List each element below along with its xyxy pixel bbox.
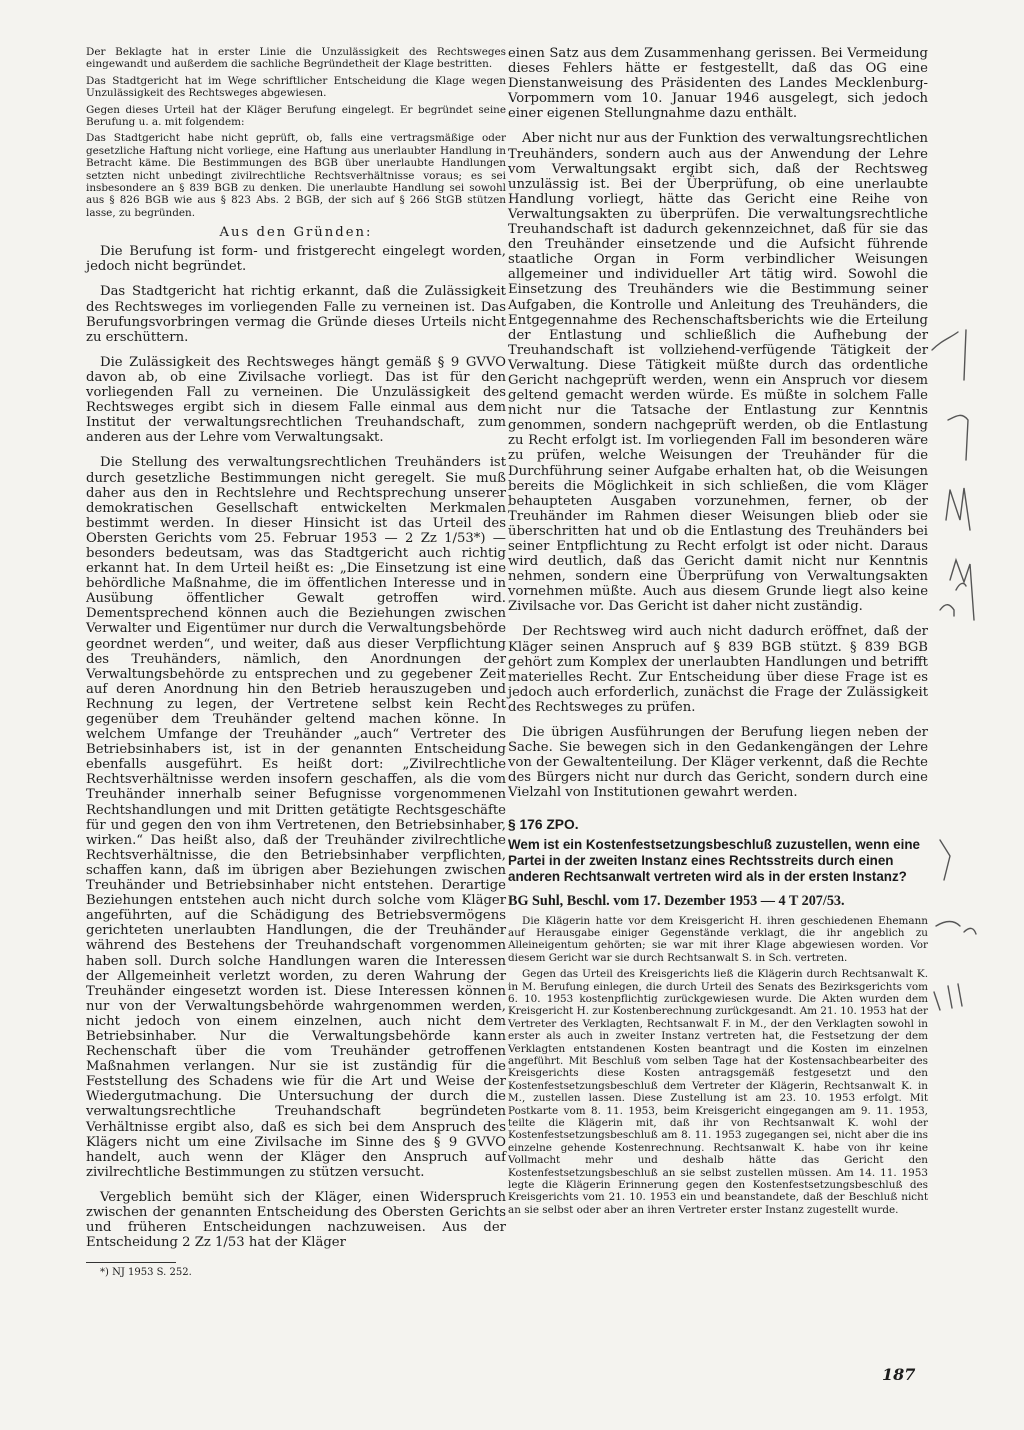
body-paragraph: Der Rechtsweg wird auch nicht dadurch eröffnet, daß der Kläger seinen Anspruch auf § 839 BGB stützt. § 839 BGB gehört zum Komplex der unerlaubten Handlungen und betrifft materielles Recht. Zur Entscheidung über diese Frage ist es jedoch auch erforderlich, zunächst die Frage der Zulässigkeit des Rechtsweges zu prüfen. — [508, 624, 928, 715]
pencil-margin-marks — [920, 320, 1024, 1320]
body-paragraph: Die Berufung ist form- und fristgerecht eingelegt worden, jedoch nicht begründet. — [86, 244, 506, 275]
body-paragraph: einen Satz aus dem Zusammenhang gerissen. Bei Vermeidung dieses Fehlers hätte er festgestellt, daß das OG eine Dienstanweisung des Präsidenten des Landes Mecklenburg-Vorpommern vom 10. Januar 1946 ausgelegt, sich jedoch einer eigenen Stellungnahme dazu enthält. — [508, 46, 928, 122]
pencil-mark — [936, 922, 976, 935]
appeal-quote: Das Stadtgericht habe nicht geprüft, ob, falls eine vertragsmäßige oder gesetzliche Haftung nicht vorliege, eine Haftung aus unerlaubter Handlung in Betracht käme. Die Bestimmungen des BGB über unerlaubte Handlungen setzten nicht unbedingt zivilrechtliche Rechtsverhältnisse voraus; es sei insbesondere an § 839 BGB zu denken. Die unerlaubte Handlung sei sowohl aus § 826 BGB wie aus § 823 Abs. 2 BGB, der sich auf § 266 StGB stützen lasse, zu begründen. — [86, 132, 506, 219]
pencil-mark — [946, 488, 970, 530]
court-citation: BG Suhl, Beschl. vom 17. Dezember 1953 — 4 T 207/53. — [508, 892, 845, 909]
intro-paragraph: Das Stadtgericht hat im Wege schriftlicher Entscheidung die Klage wegen Unzulässigkeit des Rechtsweges abgewiesen. — [86, 74, 506, 100]
case-fact-paragraph: Gegen das Urteil des Kreisgerichts ließ die Klägerin durch Rechtsanwalt K. in M. Berufung einlegen, die durch Urteil des Senats des Bezirksgerichts vom 6. 10. 1953 kostenpflichtig zurückgewiesen wurde. Die Akten wurden dem Kreisgericht H. zur Kostenberechnung zurückgesandt. Am 21. 10. 1953 hat der Vertreter des Verklagten, Rechtsanwalt F. in M., der den Verklagten sowohl in erster als auch in zweiter Instanz vertreten hat, die Festsetzung der dem Verklagten entstandenen Kosten beantragt und die Kosten im einzelnen angeführt. Mit Beschluß vom selben Tage hat der Kostensachbearbeiter des Kreisgerichts diese Kosten antragsgemäß festgesetzt und den Kostenfestsetzungsbeschluß dem Vertreter der Klägerin, Rechtsanwalt K. in M., zustellen lassen. Diese Zustellung ist am 23. 10. 1953 erfolgt. Mit Postkarte vom 8. 11. 1953, beim Kreisgericht eingegangen am 9. 11. 1953, teilte die Klägerin mit, daß ihr von Rechtsanwalt K. wohl der Kostenfestsetzungsbeschluß am 8. 11. 1953 zugegangen sei, nicht aber die ins einzelne gehende Kostenrechnung. Rechtsanwalt K. habe von ihr keine Vollmacht mehr und deshalb hätte das Gericht den Kostenfestsetzungsbeschluß an sie selbst zustellen müssen. Am 14. 11. 1953 legte die Klägerin Erinnerung gegen den Kostenfestsetzungsbeschluß des Kreisgerichts vom 21. 10. 1953 ein und beanstandete, daß der Beschluß nicht an sie selbst oder aber an ihren Vertreter erster Instanz zugestellt wurde. — [508, 968, 928, 1216]
intro-paragraph: Der Beklagte hat in erster Linie die Unzulässigkeit des Rechtsweges eingewandt und außerdem die sachliche Begründetheit der Klage bestritten. — [86, 46, 506, 71]
footnote: *) NJ 1953 S. 252. — [100, 1267, 192, 1279]
pencil-mark — [956, 583, 966, 590]
body-paragraph: Die Stellung des verwaltungsrechtlichen Treuhänders ist durch gesetzliche Bestimmungen nicht geregelt. Sie muß daher aus den in Rechtslehre und Rechtsprechung unserer demokratischen Gesellschaft entwickelten Merkmalen bestimmt werden. In dieser Hinsicht ist das Urteil des Obersten Gerichts vom 25. Februar 1953 — 2 Zz 1/53*) — besonders bedeutsam, was das Stadtgericht auch richtig erkannt hat. In dem Urteil heißt es: „Die Einsetzung ist eine behördliche Maßnahme, die im öffentlichen Interesse und in Ausübung öffentlicher Gewalt getroffen wird. Dementsprechend können auch die Beziehungen zwischen Verwalter und Eigentümer nur durch die Verwaltungsbehörde geordnet werden“, und weiter, daß aus dieser Verpflichtung des Treuhänders, nämlich, den Anordnungen der Verwaltungsbehörde zu entsprechen und zu gegebener Zeit auf deren Anordnung hin den Betrieb herauszugeben und Rechnung zu legen, der Vertretene selbst kein Recht gegenüber dem Treuhänder geltend machen könne. In welchem Umfange der Treuhänder „auch“ Vertreter des Betriebsinhabers ist, ist in der genannten Entscheidung ebenfalls ausgeführt. Es heißt dort: „Zivilrechtliche Rechtsverhältnisse werden insofern geschaffen, als die vom Treuhänder innerhalb seiner Befugnisse vorgenommenen Rechtshandlungen und mit Dritten getätigte Rechtsgeschäfte für und gegen den von ihm Vertretenen, den Betriebsinhaber, wirken.“ Das heißt also, daß der Treuhänder zivilrechtliche Rechtsverhältnisse, die den Betriebsinhaber verpflichten, schaffen kann, daß im übrigen aber Beziehungen zwischen Treuhänder und Betriebsinhaber nicht entstehen. Derartige Beziehungen entstehen auch nicht durch solche vom Kläger angeführten, auf die Schädigung des Betriebsvermögens gerichteten unerlaubten Handlungen, die der Treuhänder während des Bestehens der Treuhandschaft vorgenommen haben soll. Durch solche Handlungen waren die Interessen der Allgemeinheit verletzt worden, zu deren Wahrung der Treuhänder eingesetzt worden ist. Diese Interessen können nur von der Verwaltungsbehörde wahrgenommen werden, nicht jedoch von einem einzelnen, auch nicht dem Betriebsinhaber. Nur die Verwaltungsbehörde kann Rechenschaft über die vom Treuhänder getroffenen Maßnahmen verlangen. Nur sie ist zuständig für die Feststellung des Schadens wie für die Art und Weise der Wiedergutmachung. Die Untersuchung der durch die verwaltungsrechtliche Treuhandschaft begründeten Verhältnisse ergibt also, daß es sich bei dem Anspruch des Klägers nicht um eine Zivilsache im Sinne des § 9 GVVO handelt, auch wenn der Kläger den Anspruch auf zivilrechtliche Bestimmungen zu stützen versucht. — [86, 455, 506, 1180]
section-reference: § 176 ZPO. — [508, 816, 579, 832]
reasons-heading: Aus den Gründen: — [219, 225, 373, 241]
body-paragraph: Die übrigen Ausführungen der Berufung liegen neben der Sache. Sie bewegen sich in den Gedankengängen der Lehre von der Gewaltenteilung. Der Kläger verkennt, daß die Rechte des Bürgers nicht nur durch das Gericht, sondern durch eine Vielzahl von Institutionen gewahrt werden. — [508, 725, 928, 801]
footnote-divider — [86, 1262, 176, 1263]
legal-question: Wem ist ein Kostenfestsetzungsbeschluß zuzustellen, wenn eine Partei in der zweiten Instanz eines Rechtsstreits durch einen anderen Rechtsanwalt vertreten wird als in der ersten Instanz? — [508, 836, 920, 884]
pencil-mark — [940, 605, 954, 616]
case-fact-paragraph: Die Klägerin hatte vor dem Kreisgericht H. ihren geschiedenen Ehemann auf Herausgabe einiger Gegenstände verklagt, die ihr angeblich zu Alleineigentum gehörten; sie war mit ihrer Klage abgewiesen worden. Vor diesem Gericht war sie durch Rechtsanwalt S. in Sch. vertreten. — [508, 914, 928, 964]
pencil-mark — [932, 330, 966, 380]
pencil-mark — [934, 984, 962, 1010]
right-column — [508, 46, 928, 1220]
page-number: 187 — [882, 1365, 916, 1384]
pencil-mark — [948, 415, 968, 460]
body-paragraph: Die Zulässigkeit des Rechtsweges hängt gemäß § 9 GVVO davon ab, ob eine Zivilsache vorliegt. Das ist für den vorliegenden Fall zu verneinen. Die Unzulässigkeit des Rechtsweges ergibt sich in diesem Falle einmal aus dem Institut der verwaltungsrechtlichen Treuhandschaft, zum anderen aus der Lehre vom Verwaltungsakt. — [86, 354, 506, 446]
body-paragraph: Aber nicht nur aus der Funktion des verwaltungsrechtlichen Treuhänders, sondern auch aus der Anwendung der Lehre vom Verwaltungsakt ergibt sich, daß der Rechtsweg unzulässig ist. Bei der Überprüfung, ob eine unerlaubte Handlung vorliegt, hätte das Gericht eine Reihe von Verwaltungsakten zu überprüfen. Die verwaltungsrechtliche Treuhandschaft ist dadurch gekennzeichnet, daß für sie das den Treuhänder einsetzende und die Aufsicht führende staatliche Organ in Form verbindlicher Weisungen allgemeiner und individueller Art tätig wird. Sowohl die Einsetzung des Treuhänders wie die Bestimmung seiner Aufgaben, die Kontrolle und Anleitung des Treuhänders, die Entgegennahme des Rechenschaftsberichts wie die Erteilung der Entlastung und schließlich die Aufhebung der Treuhandschaft ist vollziehend-verfügende Tätigkeit der Verwaltung. Diese Tätigkeit müßte durch das ordentliche Gericht nachgeprüft werden, wenn ein Anspruch vor diesem geltend gemacht werden würde. Es müßte in solchem Falle nicht nur die Tatsache der Entlastung zur Kenntnis genommen, sondern nachgeprüft werden, ob die Entlastung zu Recht erfolgt ist. Im vorliegenden Fall im besonderen wäre zu prüfen, welche Weisungen der Treuhänder für die Durchführung seiner Aufgabe erhalten hat, ob die Weisungen bereits die Möglichkeit in sich schließen, die vom Kläger behaupteten Ausgaben vorzunehmen, ferner, ob der Treuhänder im Rahmen dieser Weisungen blieb oder sie überschritten hat und ob die Entlastung des Treuhänders bei seiner Entpflichtung zu Recht erfolgt ist oder nicht. Daraus wird deutlich, daß das Gericht damit nicht nur Kenntnis nehmen, sondern eine Überprüfung von Verwaltungsakten vornehmen müßte. Auch aus diesem Grunde liegt also keine Zivilsache vor. Das Gericht ist daher nicht zuständig. — [508, 131, 928, 615]
body-paragraph: Vergeblich bemüht sich der Kläger, einen Widerspruch zwischen der genannten Entscheidung des Obersten Gerichts und früheren Entscheidungen nachzuweisen. Aus der Entscheidung 2 Zz 1/53 hat der Kläger — [86, 1189, 506, 1251]
body-paragraph: Das Stadtgericht hat richtig erkannt, daß die Zulässigkeit des Rechtsweges im vorliegenden Falle zu verneinen ist. Das Berufungsvorbringen vermag die Gründe dieses Urteils nicht zu erschüttern. — [86, 284, 506, 345]
intro-paragraph: Gegen dieses Urteil hat der Kläger Berufung eingelegt. Er begründet seine Berufung u. a. mit folgendem: — [86, 103, 506, 129]
pencil-mark — [940, 840, 950, 880]
left-column — [86, 46, 506, 1279]
